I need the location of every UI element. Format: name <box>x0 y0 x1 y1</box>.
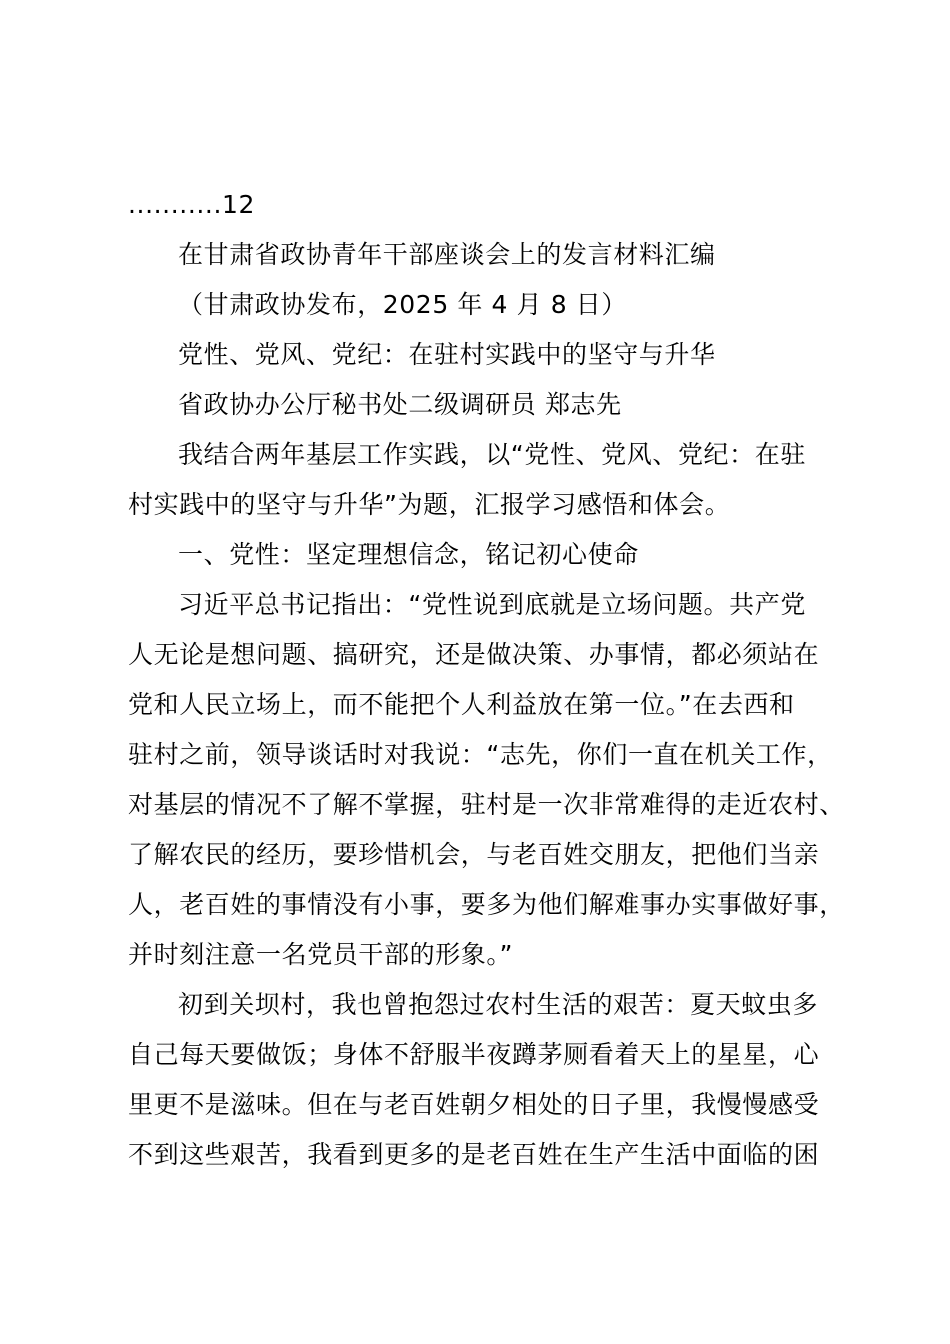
paragraph-1-line: 村实践中的坚守与升华”为题，汇报学习感悟和体会。 <box>128 490 731 519</box>
paragraph-2-line: 对基层的情况不了解不掌握，驻村是一次非常难得的走近农村、 <box>128 790 845 819</box>
paragraph-3-line: 不到这些艰苦，我看到更多的是老百姓在生产生活中面临的困 <box>128 1140 820 1169</box>
paragraph-3-line: 里更不是滋味。但在与老百姓朝夕相处的日子里，我慢慢感受 <box>128 1090 820 1119</box>
paragraph-2-line: 习近平总书记指出：“党性说到底就是立场问题。共产党 <box>178 590 806 619</box>
speech-title: 党性、党风、党纪：在驻村实践中的坚守与升华 <box>178 340 716 369</box>
paragraph-2-line: 人，老百姓的事情没有小事，要多为他们解难事办实事做好事， <box>128 890 845 919</box>
document-title: 在甘肃省政协青年干部座谈会上的发言材料汇编 <box>178 240 716 269</box>
speaker-line: 省政协办公厅秘书处二级调研员 郑志先 <box>178 390 622 419</box>
paragraph-3-line: 初到关坝村，我也曾抱怨过农村生活的艰苦：夏天蚊虫多 <box>178 990 819 1019</box>
paragraph-2-line: 人无论是想问题、搞研究，还是做决策、办事情，都必须站在 <box>128 640 820 669</box>
paragraph-2-line: 并时刻注意一名党员干部的形象。” <box>128 940 514 969</box>
paragraph-1-line: 我结合两年基层工作实践，以“党性、党风、党纪：在驻 <box>178 440 806 469</box>
section-heading: 一、党性：坚定理想信念，铭记初心使命 <box>178 540 639 569</box>
toc-page-number: ...........12 <box>128 190 256 219</box>
paragraph-3-line: 自己每天要做饭；身体不舒服半夜蹲茅厕看着天上的星星，心 <box>128 1040 820 1069</box>
document-source: （甘肃政协发布，2025 年 4 月 8 日） <box>178 290 627 319</box>
paragraph-2-line: 了解农民的经历，要珍惜机会，与老百姓交朋友，把他们当亲 <box>128 840 820 869</box>
paragraph-2-line: 党和人民立场上，而不能把个人利益放在第一位。”在去西和 <box>128 690 795 719</box>
paragraph-2-line: 驻村之前，领导谈话时对我说：“志先，你们一直在机关工作， <box>128 740 833 769</box>
